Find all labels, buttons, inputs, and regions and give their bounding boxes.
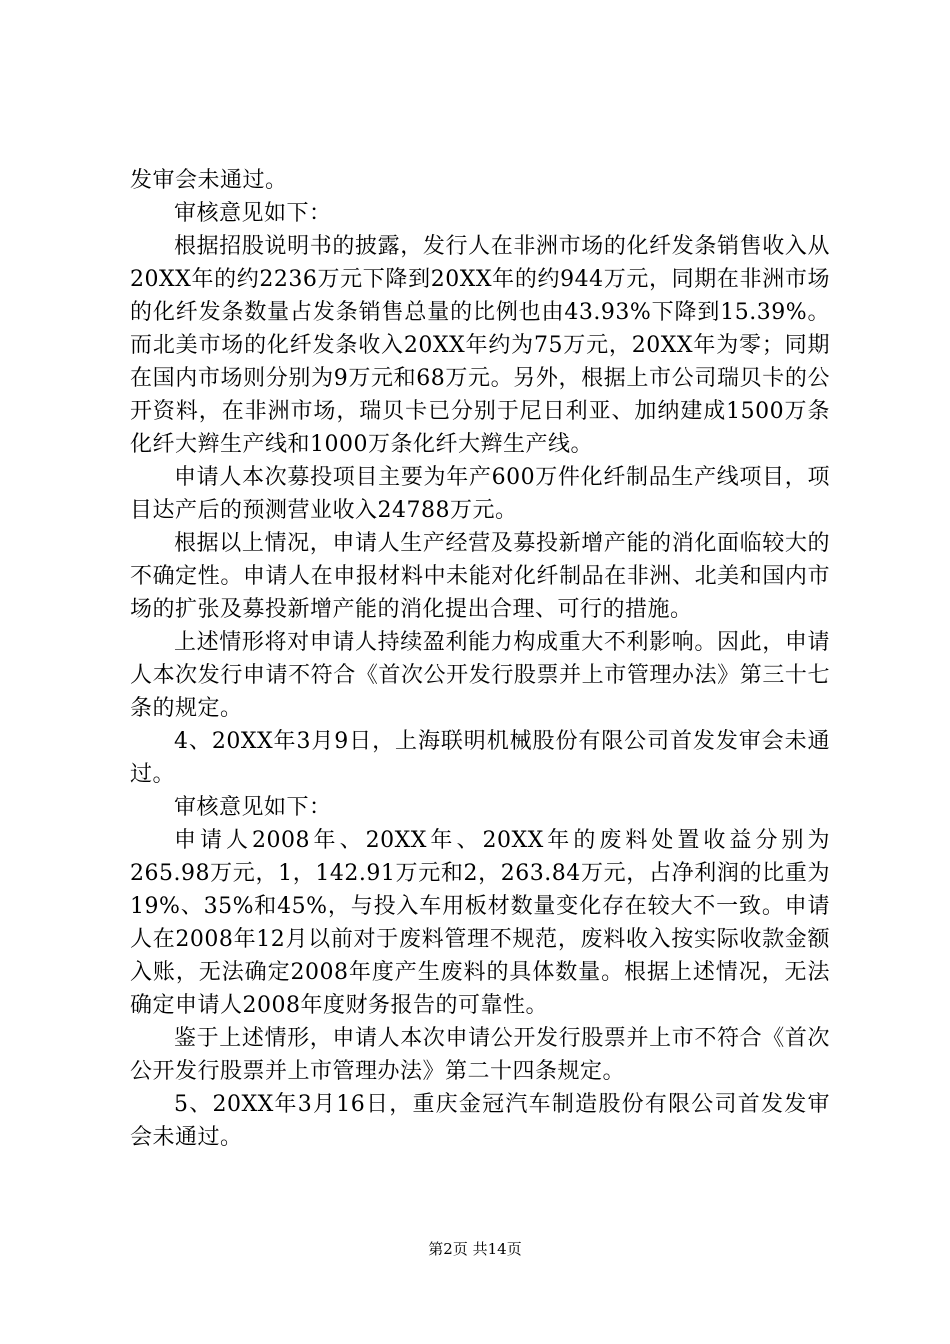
paragraph-conclusion-2: 鉴于上述情形，申请人本次申请公开发行股票并上市不符合《首次公开发行股票并上市管理办法》第二十四条规定。 (130, 1026, 830, 1084)
paragraph-africa-market: 根据招股说明书的披露，发行人在非洲市场的化纤发条销售收入从20XX年的约2236万元下降到20XX年的约944万元，同期在非洲市场的化纤发条数量占发条销售总量的比例也由43.93%下降到15.39%。而北美市场的化纤发条收入20XX年约为75万元，20XX年为零；同期在国内市场则分别为9万元和68万元。另外，根据上市公司瑞贝卡的公开资料，在非洲市场，瑞贝卡已分别于尼日利亚、加纳建成1500万条化纤大辫生产线和1000万条化纤大辫生产线。 (130, 234, 830, 457)
paragraph-review-heading-2: 审核意见如下： (174, 795, 332, 820)
paragraph-continuation: 发审会未通过。 (130, 168, 288, 193)
paragraph-scrap-income: 申请人2008年、20XX年、20XX年的废料处置收益分别为265.98万元，1，142.91万元和2，263.84万元，占净利润的比重为19%、35%和45%，与投入车用板材数量变化存在较大不一致。申请人在2008年12月以前对于废料管理不规范，废料收入按实际收款金额入账，无法确定2008年度产生废料的具体数量。根据上述情况，无法确定申请人2008年度财务报告的可靠性。 (130, 828, 830, 1018)
paragraph-uncertainty: 根据以上情况，申请人生产经营及募投新增产能的消化面临较大的不确定性。申请人在申报材料中未能对化纤制品在非洲、北美和国内市场的扩张及募投新增产能的消化提出合理、可行的措施。 (130, 531, 830, 622)
page-footer: 第2页 共14页 (428, 1240, 522, 1258)
paragraph-review-heading: 审核意见如下： (174, 201, 332, 226)
document-body (130, 164, 830, 1154)
paragraph-conclusion: 上述情形将对申请人持续盈利能力构成重大不利影响。因此，申请人本次发行申请不符合《首次公开发行股票并上市管理办法》第三十七条的规定。 (130, 630, 830, 721)
paragraph-investment-project: 申请人本次募投项目主要为年产600万件化纤制品生产线项目，项目达产后的预测营业收入24788万元。 (130, 465, 830, 523)
paragraph-item-4: 4、20XX年3月9日，上海联明机械股份有限公司首发发审会未通过。 (130, 729, 830, 787)
paragraph-item-5: 5、20XX年3月16日，重庆金冠汽车制造股份有限公司首发发审会未通过。 (130, 1092, 830, 1150)
